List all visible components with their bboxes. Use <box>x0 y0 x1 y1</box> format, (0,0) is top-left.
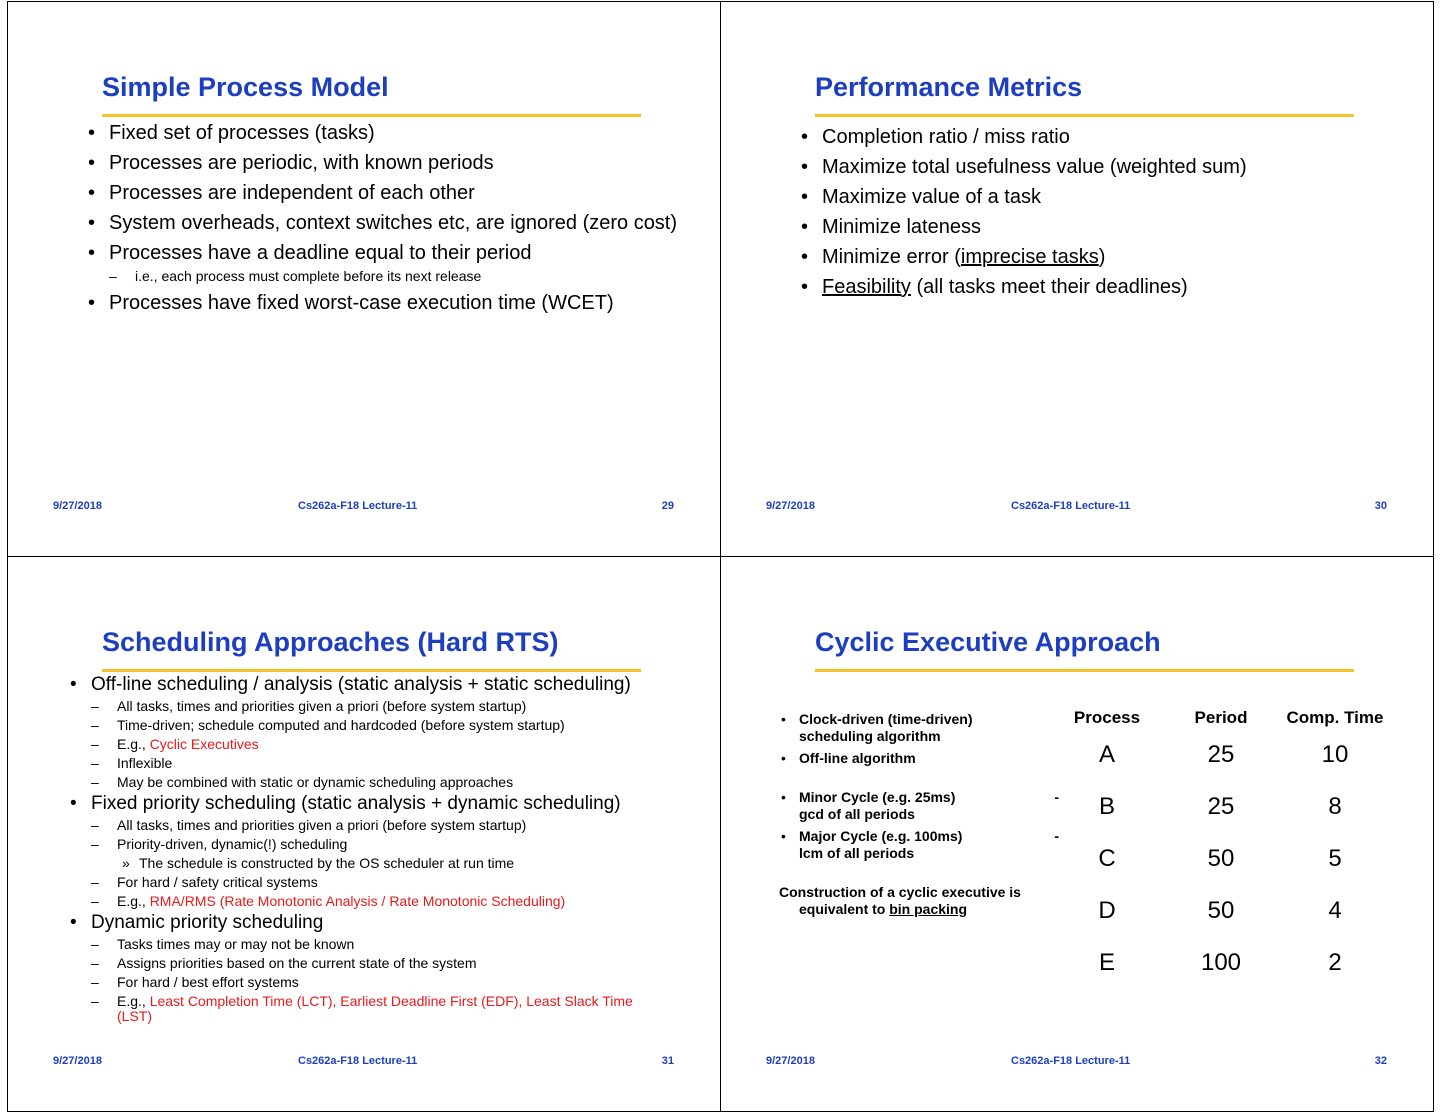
bullet-text: System overheads, context switches etc, are ignored (zero cost) <box>109 212 678 234</box>
bullet-text: Time-driven; schedule computed and hardcoded (before system startup) <box>117 717 565 733</box>
bullet-marker: • <box>781 789 786 805</box>
bullet-item <box>65 875 665 890</box>
underlined-text: imprecise tasks <box>960 246 1099 268</box>
footer-course: Cs262a-F18 Lecture-11 <box>298 500 418 512</box>
slide-title: Cyclic Executive Approach <box>815 627 1161 657</box>
bullet-marker: – <box>91 755 99 771</box>
slide-title: Performance Metrics <box>815 72 1083 102</box>
bullet-marker: – <box>91 993 99 1009</box>
bullet-item <box>65 913 665 933</box>
table-cell: B <box>1098 793 1115 820</box>
slide-body <box>83 114 683 314</box>
bullet-marker: • <box>88 212 96 234</box>
bullet-text: Tasks times may or may not be known <box>117 936 355 952</box>
bullet-marker: • <box>801 246 809 268</box>
bullet-item <box>796 216 1396 238</box>
bullet-marker: – <box>91 874 99 890</box>
bullet-marker: • <box>88 122 96 144</box>
bullet-text: All tasks, times and priorities given a priori (before system startup) <box>117 817 527 833</box>
footer-course: Cs262a-F18 Lecture-11 <box>1011 1055 1131 1067</box>
table-header: Process <box>1073 708 1141 727</box>
dash-marker: - <box>1054 789 1059 805</box>
title-underline <box>815 669 1354 672</box>
table-cell: 2 <box>1328 949 1342 976</box>
bullet-marker: • <box>70 674 77 695</box>
bullet-marker: • <box>70 793 77 814</box>
bullet-marker: • <box>781 828 786 844</box>
title-underline <box>815 114 1354 117</box>
slide-body <box>65 671 665 1024</box>
bullet-text: Completion ratio / miss ratio <box>822 126 1070 148</box>
footer-course: Cs262a-F18 Lecture-11 <box>1011 500 1131 512</box>
bullet-marker: – <box>91 717 99 733</box>
table-cell: 25 <box>1207 793 1235 820</box>
bullet-text: For hard / best effort systems <box>117 974 299 990</box>
bullet-item <box>65 856 665 871</box>
bullet-item <box>65 818 665 833</box>
bullet-marker: – <box>91 698 99 714</box>
bullet-item <box>779 711 1049 745</box>
slide-number: 31 <box>661 1055 674 1067</box>
bullet-marker: – <box>91 936 99 952</box>
bullet-text: Minor Cycle (e.g. 25ms) <box>799 789 956 805</box>
table-cell: 100 <box>1200 949 1242 976</box>
table-cell: 10 <box>1321 741 1349 768</box>
bullet-text: Fixed priority scheduling (static analysis + dynamic scheduling) <box>91 793 621 814</box>
slide-body <box>796 118 1396 298</box>
bullet-marker: – <box>109 268 117 284</box>
bullet-marker: • <box>801 156 809 178</box>
table-cell: D <box>1098 897 1116 924</box>
bullet-text: Maximize value of a task <box>822 186 1041 208</box>
bullet-item <box>65 737 665 752</box>
bullet-item <box>65 994 665 1024</box>
bullet-text: May be combined with static or dynamic scheduling approaches <box>117 774 514 790</box>
dash-marker: - <box>1054 828 1059 844</box>
bullet-text: Processes have a deadline equal to their period <box>109 242 532 264</box>
footer-date: 9/27/2018 <box>53 1055 102 1067</box>
bullet-text: Clock-driven (time-driven) scheduling algorithm <box>799 711 973 744</box>
bullet-item <box>796 246 1396 268</box>
bullet-text: E.g., <box>117 993 150 1009</box>
bullet-item <box>65 794 665 814</box>
slide-title: Scheduling Approaches (Hard RTS) <box>102 627 559 657</box>
bullet-marker: • <box>801 216 809 238</box>
bullet-item <box>796 186 1396 208</box>
table-cell: 25 <box>1207 741 1235 768</box>
bullet-text: Minimize lateness <box>822 216 981 238</box>
bullet-marker: • <box>801 126 809 148</box>
slide-title: Simple Process Model <box>102 72 389 102</box>
table-cell: 5 <box>1328 845 1342 872</box>
bullet-text: Off-line scheduling / analysis (static analysis + static scheduling) <box>91 674 631 695</box>
bullet-text: Maximize total usefulness value (weighted sum) <box>822 156 1247 178</box>
bullet-marker: – <box>91 955 99 971</box>
bullet-item <box>83 292 683 314</box>
bullet-item <box>65 718 665 733</box>
bullet-text: All tasks, times and priorities given a priori (before system startup) <box>117 698 527 714</box>
bullet-item <box>796 276 1396 298</box>
slide-number: 29 <box>661 500 674 512</box>
footer-date: 9/27/2018 <box>766 1055 815 1067</box>
footer-course: Cs262a-F18 Lecture-11 <box>298 1055 418 1067</box>
bullet-text: Dynamic priority scheduling <box>91 912 324 933</box>
bullet-marker: – <box>91 836 99 852</box>
bullet-marker: • <box>88 182 96 204</box>
slide-29 <box>8 2 720 556</box>
bullet-item <box>65 775 665 790</box>
highlight-text: RMA/RMS (Rate Monotonic Analysis / Rate Monotonic Scheduling) <box>149 893 566 909</box>
slide-number: 30 <box>1374 500 1387 512</box>
slide-32 <box>721 557 1433 1111</box>
bullet-item <box>83 152 683 174</box>
bullet-marker: • <box>88 152 96 174</box>
bullet-marker: – <box>91 736 99 752</box>
bullet-item <box>65 975 665 990</box>
footer-date: 9/27/2018 <box>53 500 102 512</box>
slide-31 <box>8 557 720 1111</box>
bullet-item <box>65 894 665 909</box>
bullet-item <box>65 837 665 852</box>
bullet-marker: • <box>88 242 96 264</box>
bullet-text: ) <box>1098 246 1106 268</box>
table-header: Period <box>1194 708 1248 727</box>
bullet-item <box>779 789 1059 823</box>
bullet-text: Major Cycle (e.g. 100ms) <box>799 828 963 844</box>
bullet-item <box>65 756 665 771</box>
bullet-marker: – <box>91 893 99 909</box>
bullet-marker: • <box>801 276 809 298</box>
bullet-text: E.g., <box>117 893 150 909</box>
table-cell: 50 <box>1207 845 1235 872</box>
note <box>779 884 1049 918</box>
table-cell: 4 <box>1328 897 1342 924</box>
footer-date: 9/27/2018 <box>766 500 815 512</box>
bullet-marker: » <box>122 855 130 871</box>
bullet-item <box>83 182 683 204</box>
bullet-marker: • <box>88 292 96 314</box>
table-cell: C <box>1098 845 1116 872</box>
bullet-text: Processes are independent of each other <box>109 182 475 204</box>
bullet-text: Fixed set of processes (tasks) <box>109 122 375 144</box>
bullet-item <box>779 750 1049 767</box>
bullet-text: Processes are periodic, with known periods <box>109 152 494 174</box>
bullet-marker: • <box>801 186 809 208</box>
note-text: Construction of a cyclic executive is equivalent to <box>779 884 1021 917</box>
slide-body <box>779 711 1059 918</box>
bullet-marker: • <box>781 711 786 727</box>
bullet-marker: – <box>91 817 99 833</box>
bullet-item <box>779 828 1059 862</box>
note-underlined: bin packing <box>889 901 968 917</box>
table-cell: A <box>1098 741 1115 768</box>
bullet-text: The schedule is constructed by the OS scheduler at run time <box>139 855 515 871</box>
bullet-text: Inflexible <box>117 755 173 771</box>
bullet-text: Off-line algorithm <box>799 750 916 766</box>
bullet-item <box>83 242 683 264</box>
table-header: Comp. Time <box>1286 708 1384 727</box>
bullet-item <box>83 122 683 144</box>
bullet-marker: – <box>91 974 99 990</box>
bullet-item <box>65 675 665 695</box>
bullet-text: gcd of all periods <box>799 806 915 822</box>
bullet-text: Processes have fixed worst-case execution time (WCET) <box>109 292 614 314</box>
highlight-text: Least Completion Time (LCT), Earliest Deadline First (EDF), Least Slack Time (LST) <box>117 993 633 1024</box>
table-cell: 8 <box>1328 793 1342 820</box>
bullet-marker: • <box>70 912 77 933</box>
slide-30 <box>721 2 1433 556</box>
table-cell: E <box>1098 949 1115 976</box>
bullet-text: Assigns priorities based on the current state of the system <box>117 955 477 971</box>
bullet-text: (all tasks meet their deadlines) <box>910 276 1188 298</box>
bullet-text: E.g., <box>117 736 150 752</box>
bullet-marker: • <box>781 750 786 766</box>
bullet-item <box>796 126 1396 148</box>
bullet-text: For hard / safety critical systems <box>117 874 318 890</box>
slide-number: 32 <box>1374 1055 1387 1067</box>
bullet-item <box>65 956 665 971</box>
bullet-item <box>65 937 665 952</box>
bullet-item <box>83 212 683 234</box>
bullet-text: i.e., each process must complete before its next release <box>135 268 482 284</box>
bullet-item <box>65 699 665 714</box>
underlined-text: Feasibility <box>822 276 911 298</box>
bullet-text: Minimize error ( <box>822 246 961 268</box>
bullet-marker: – <box>91 774 99 790</box>
table-cell: 50 <box>1207 897 1235 924</box>
bullet-text: Priority-driven, dynamic(!) scheduling <box>117 836 348 852</box>
bullet-item <box>796 156 1396 178</box>
highlight-text: Cyclic Executives <box>149 736 259 752</box>
bullet-item <box>83 268 683 284</box>
bullet-text: lcm of all periods <box>799 845 915 861</box>
